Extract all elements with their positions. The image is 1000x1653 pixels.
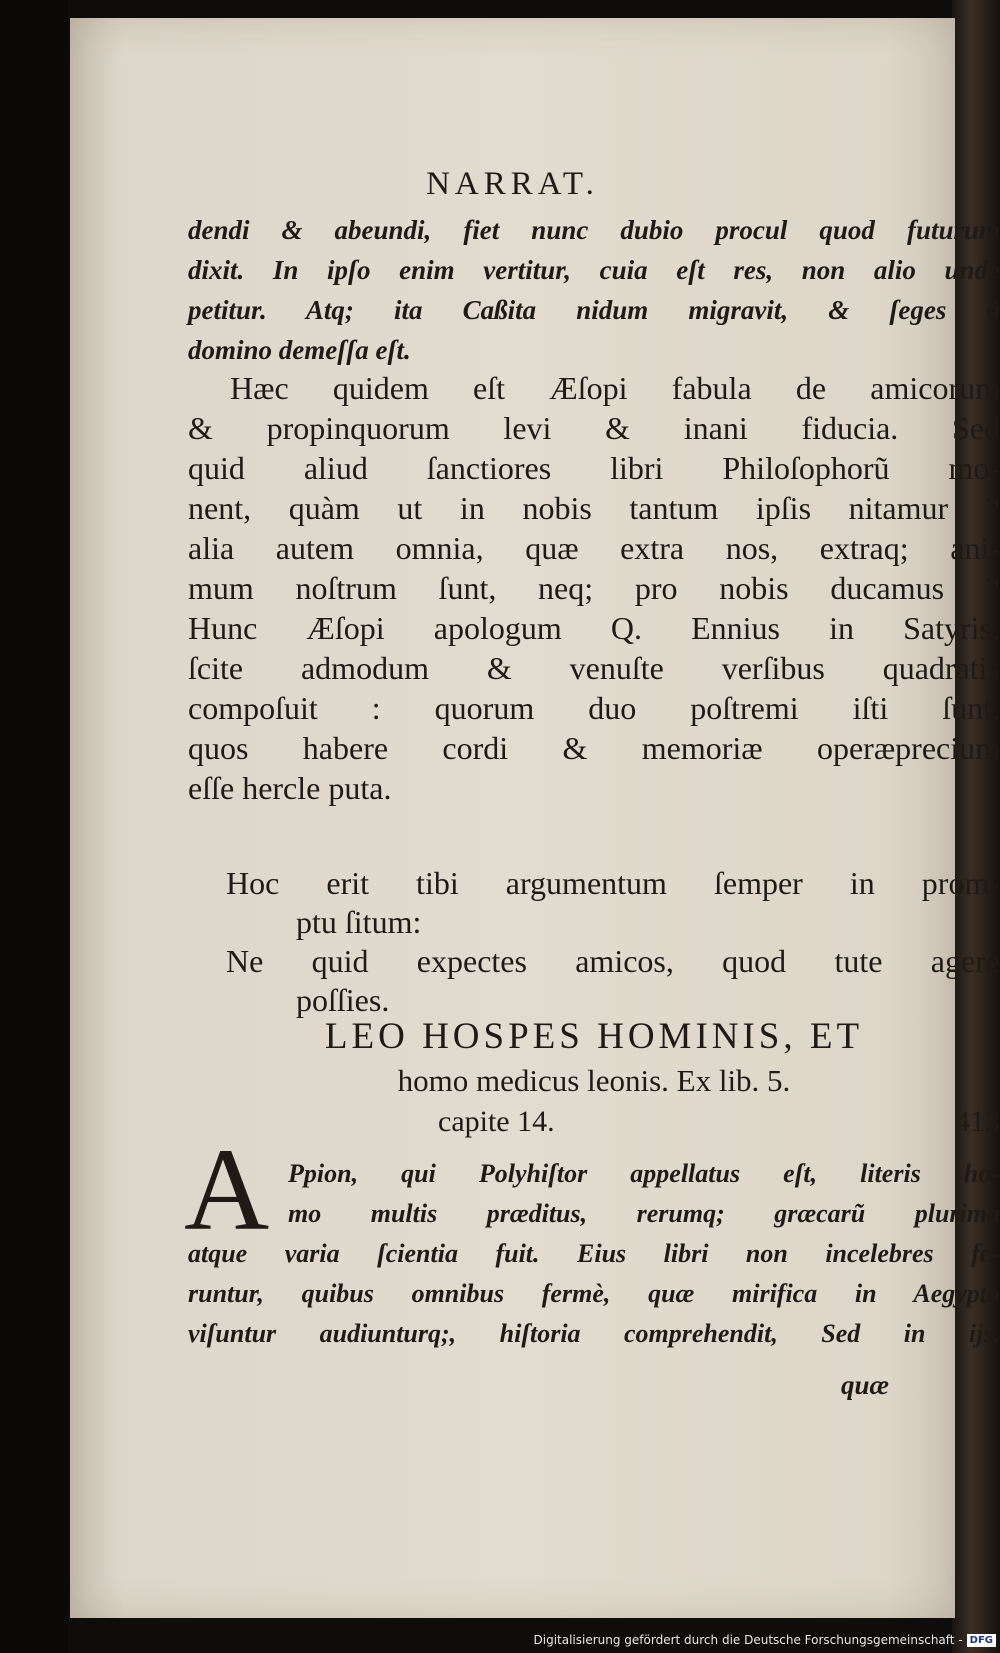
dfg-logo: DFG <box>967 1634 996 1647</box>
verse-quotation <box>188 864 1000 1020</box>
verse-line: Ne quid expectes amicos, quod tute agere <box>226 943 1000 979</box>
text-line: alia autem omnia, quæ extra nos, extraq; ani- <box>188 530 1000 566</box>
text-line: mum noſtrum ſunt, neq; pro nobis ducamus ? <box>188 570 1000 606</box>
section-heading <box>188 1014 1000 1142</box>
text-line: Hæc quidem eſt Æſopi fabula de amicorum <box>230 370 1000 406</box>
credit-text: Digitalisierung gefördert durch die Deutsche Forschungsgemeinschaft - <box>533 1633 963 1647</box>
verse-line: ptu ſitum: <box>296 904 422 940</box>
page-number: 413 <box>955 1105 1000 1138</box>
heading-title: LEO HOSPES HOMINIS, ET <box>324 1016 864 1057</box>
book-page <box>70 18 1000 1618</box>
text-line: dendi & abeundi, fiet nunc dubio procul quod futurum <box>188 215 1000 245</box>
text-line: ſcite admodum & venuſte verſibus quadratis <box>188 650 1000 686</box>
verse-line: poſſies. <box>296 982 390 1018</box>
text-line: petitur. Atq; ita Caßita nidum migravit, & ſeges à <box>188 295 1000 325</box>
text-line: mo multis præditus, rerumq; græcarũ plurima <box>288 1199 1000 1228</box>
heading-chapter-row <box>188 1102 1000 1142</box>
verse-line: Hoc erit tibi argumentum ſemper in prom- <box>226 865 1000 901</box>
text-line: domino demeſſa eſt. <box>188 335 411 365</box>
text-line: Hunc Æſopi apologum Q. Ennius in Satyris, <box>188 610 1000 646</box>
text-line: viſuntur audiunturq;, hiſtoria comprehendit, Sed in ijs, <box>188 1319 1000 1348</box>
text-line: compoſuit : quorum duo poſtremi iſti ſunt, <box>188 690 1000 726</box>
text-line: & propinquorum levi & inani fiducia. Sed <box>188 410 1000 446</box>
digitization-credit <box>534 1631 997 1649</box>
catchword: quæ <box>840 1370 889 1400</box>
text-line: atque varia ſcientia fuit. Eius libri non incelebres fe- <box>188 1239 1000 1268</box>
text-line: Ppion, qui Polyhiſtor appellatus eſt, literis ho- <box>288 1159 1000 1188</box>
running-head: NARRAT. <box>426 166 599 202</box>
text-line: runtur, quibus omnibus fermè, quæ mirifica in Aegypto <box>188 1279 1000 1308</box>
text-line: eſſe hercle puta. <box>188 770 392 806</box>
commentary-paragraph <box>188 368 1000 808</box>
text-line: nent, quàm ut in nobis tantum ipſis nitamur ? <box>188 490 1000 526</box>
italic-paragraph <box>188 210 1000 370</box>
heading-chapter: capite 14. <box>438 1105 555 1138</box>
story-paragraph <box>188 1154 1000 1354</box>
drop-cap: A <box>184 1124 270 1255</box>
text-line: quid aliud ſanctiores libri Philoſophorũ mo- <box>188 450 1000 486</box>
text-line: quos habere cordi & memoriæ operæprecium <box>188 730 1000 766</box>
text-line: dixit. In ipſo enim vertitur, cuia eſt res, non alio unde <box>188 255 1000 285</box>
heading-subtitle: homo medicus leonis. Ex lib. 5. <box>397 1063 791 1098</box>
scan-background-left <box>0 0 68 1653</box>
